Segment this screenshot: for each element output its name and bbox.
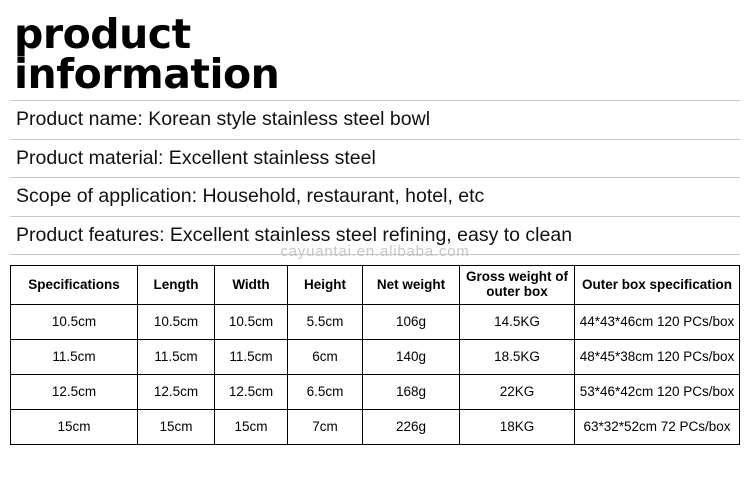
column-header-length: Length xyxy=(138,266,215,305)
cell-net-weight: 168g xyxy=(363,375,460,410)
table-header xyxy=(11,266,740,305)
cell-specifications: 11.5cm xyxy=(11,340,138,375)
column-header-net-weight: Net weight xyxy=(363,266,460,305)
cell-specifications: 15cm xyxy=(11,410,138,445)
column-header-outer-box-specification: Outer box specification xyxy=(575,266,740,305)
cell-height: 5.5cm xyxy=(288,305,363,340)
table-row xyxy=(11,305,740,340)
cell-outer-box-specification: 63*32*52cm 72 PCs/box xyxy=(575,410,740,445)
cell-height: 7cm xyxy=(288,410,363,445)
column-header-width: Width xyxy=(215,266,288,305)
cell-net-weight: 140g xyxy=(363,340,460,375)
cell-outer-box-specification: 48*45*38cm 120 PCs/box xyxy=(575,340,740,375)
cell-net-weight: 106g xyxy=(363,305,460,340)
cell-length: 10.5cm xyxy=(138,305,215,340)
column-header-gross-weight: Gross weight of outer box xyxy=(460,266,575,305)
cell-height: 6.5cm xyxy=(288,375,363,410)
product-info-list xyxy=(10,100,740,255)
cell-width: 15cm xyxy=(215,410,288,445)
cell-gross-weight: 18KG xyxy=(460,410,575,445)
table-row xyxy=(11,375,740,410)
page-title-line-1: product xyxy=(14,10,191,58)
cell-gross-weight: 22KG xyxy=(460,375,575,410)
column-header-specifications: Specifications xyxy=(11,266,138,305)
cell-gross-weight: 14.5KG xyxy=(460,305,575,340)
list-item: Product name: Korean style stainless steel bowl xyxy=(10,100,740,139)
page-title xyxy=(14,10,740,99)
cell-width: 12.5cm xyxy=(215,375,288,410)
column-header-height: Height xyxy=(288,266,363,305)
cell-length: 15cm xyxy=(138,410,215,445)
cell-net-weight: 226g xyxy=(363,410,460,445)
cell-length: 11.5cm xyxy=(138,340,215,375)
cell-specifications: 10.5cm xyxy=(11,305,138,340)
specifications-table xyxy=(10,265,740,445)
cell-width: 11.5cm xyxy=(215,340,288,375)
cell-gross-weight: 18.5KG xyxy=(460,340,575,375)
cell-height: 6cm xyxy=(288,340,363,375)
watermark-url: cayuantai.en.alibaba.com xyxy=(280,243,470,260)
cell-outer-box-specification: 44*43*46cm 120 PCs/box xyxy=(575,305,740,340)
table-header-row xyxy=(11,266,740,305)
cell-length: 12.5cm xyxy=(138,375,215,410)
table-body xyxy=(11,305,740,445)
cell-width: 10.5cm xyxy=(215,305,288,340)
list-item: Product material: Excellent stainless steel xyxy=(10,140,740,178)
list-item: Scope of application: Household, restaurant, hotel, etc xyxy=(10,178,740,216)
table-row xyxy=(11,410,740,445)
page-title-line-2: information xyxy=(14,50,280,99)
cell-specifications: 12.5cm xyxy=(11,375,138,410)
cell-outer-box-specification: 53*46*42cm 120 PCs/box xyxy=(575,375,740,410)
list-item: Product features: Excellent stainless steel refining, easy to clean xyxy=(10,217,740,255)
table-row xyxy=(11,340,740,375)
